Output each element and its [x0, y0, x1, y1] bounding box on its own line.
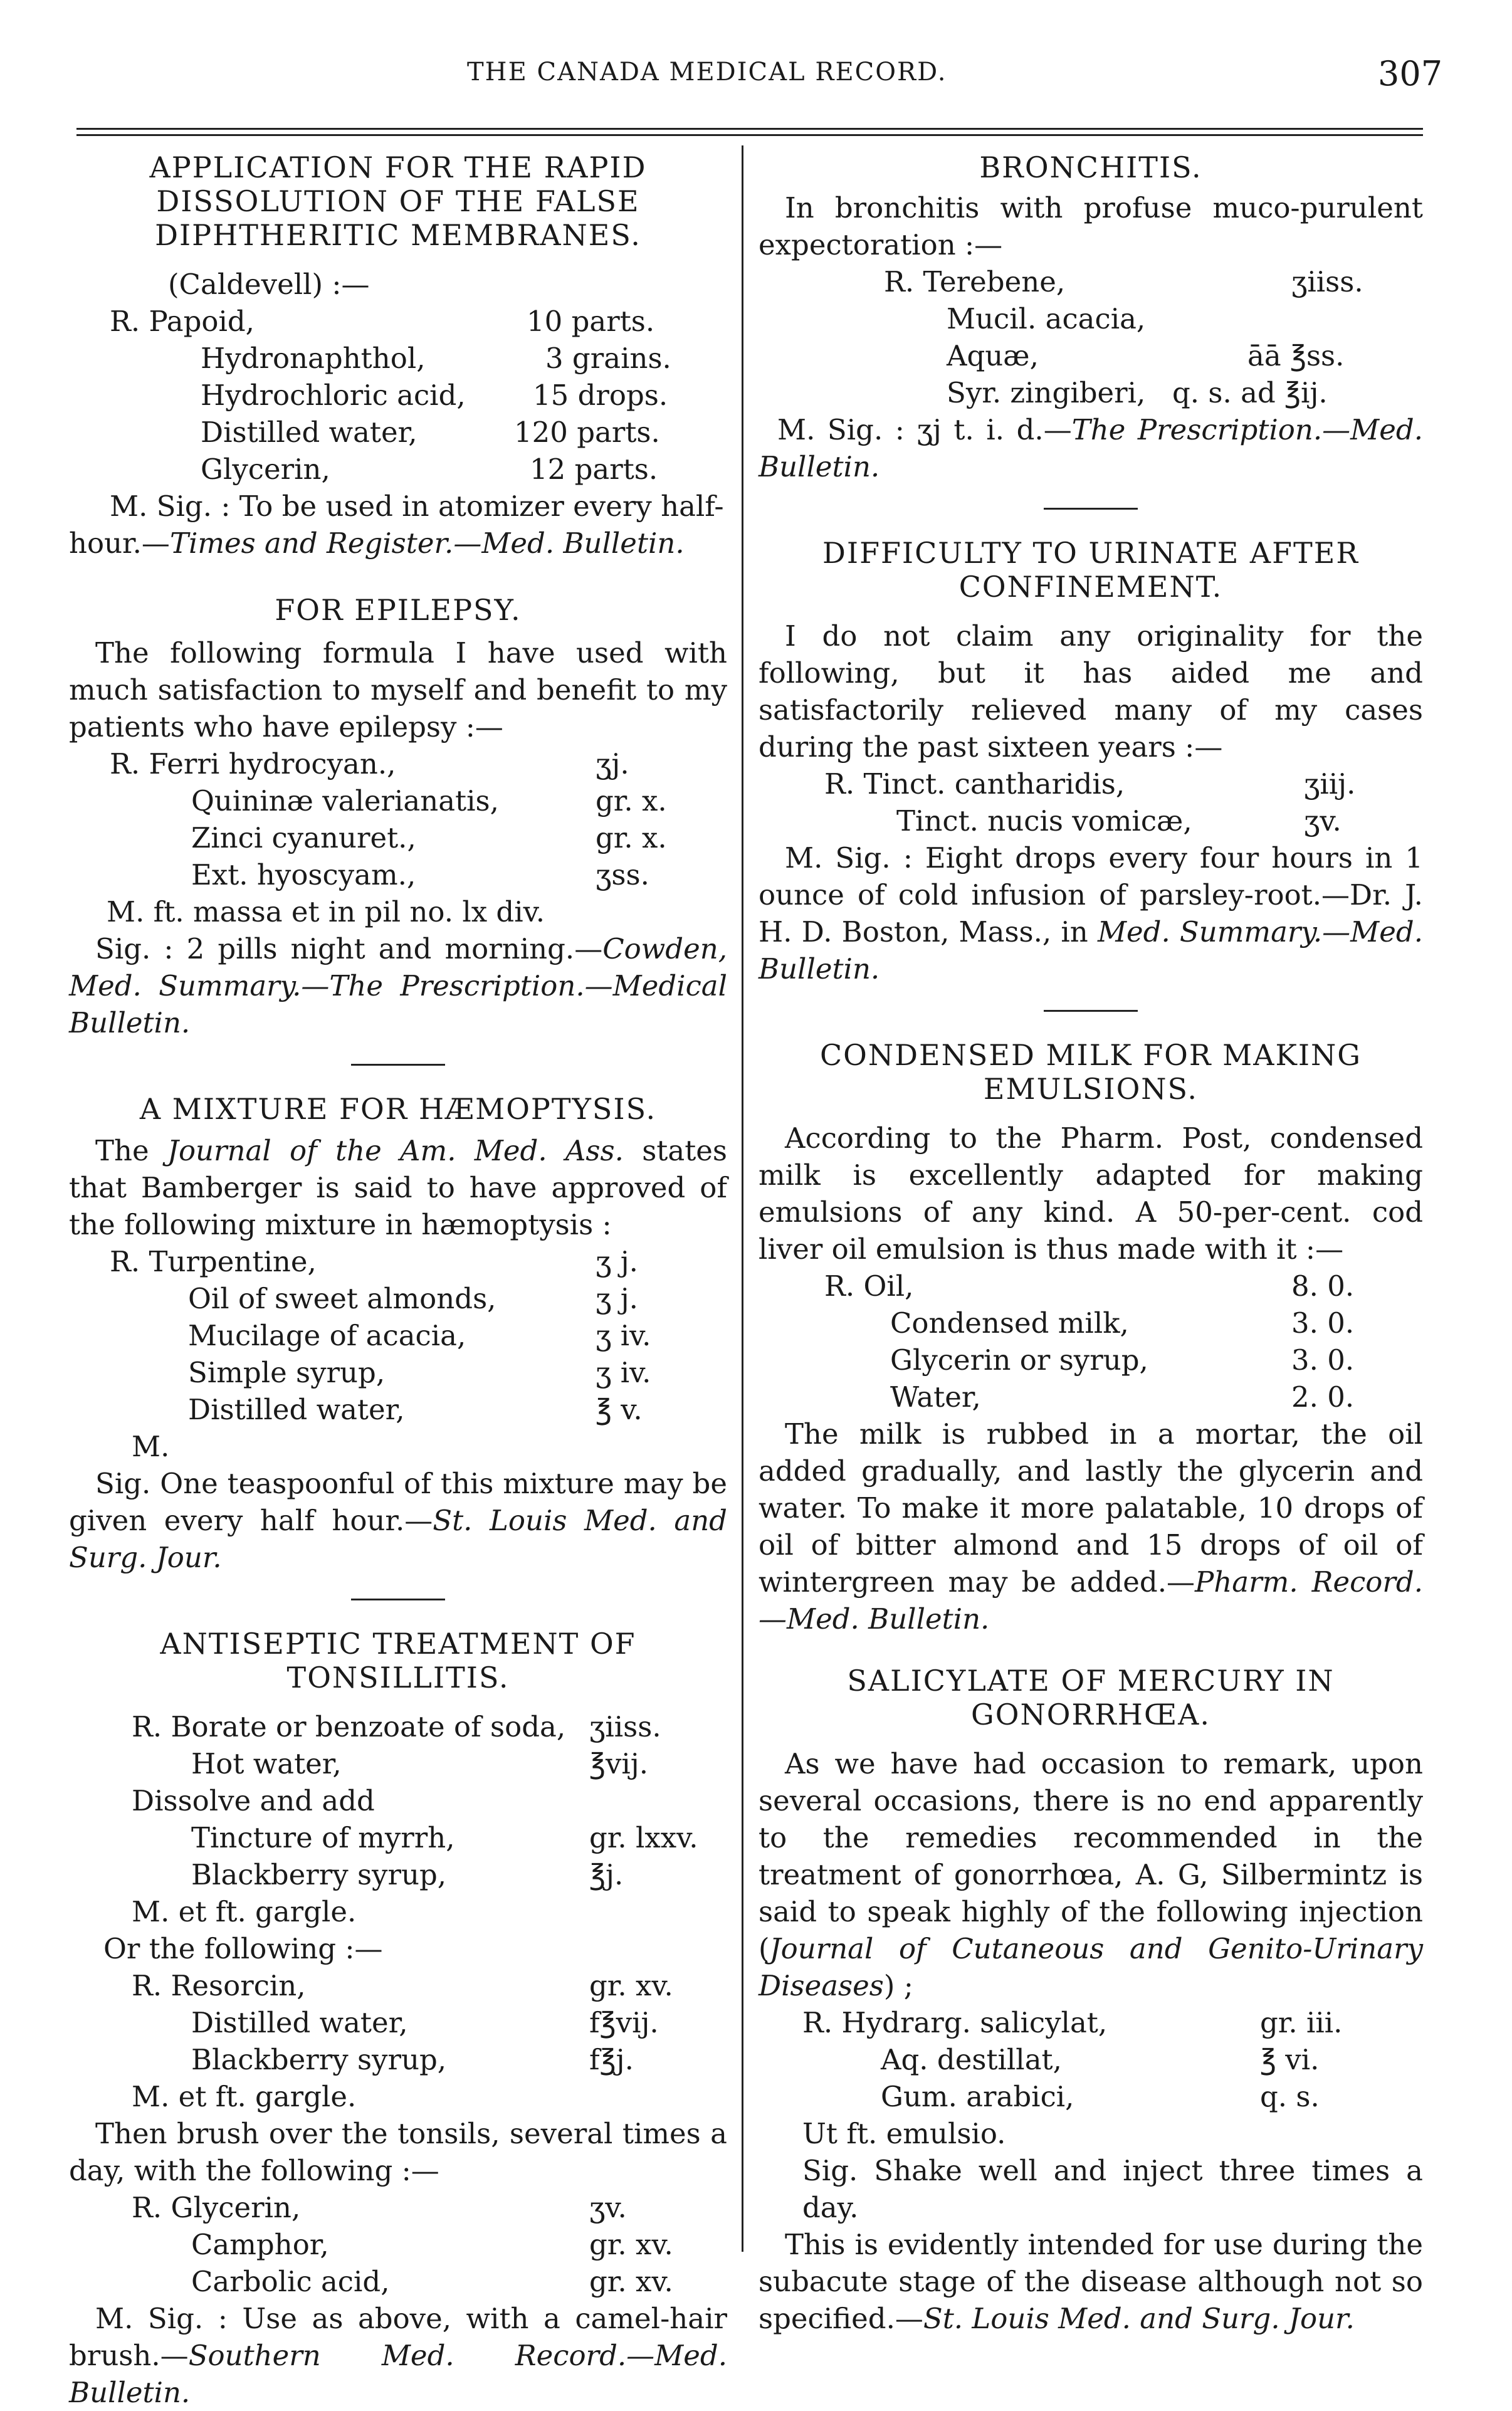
article-intro: The Journal of the Am. Med. Ass. states that Bamberger is said to have approved of the following mixture in hæmoptysis :: [69, 1134, 728, 1241]
article-intro: As we have had occasion to remark, upon several occasions, there is no end apparently to the remedies recommended in the treatment of gonorrhœa, A. G, Silbermintz is said to speak highly of the following injection (Journal of Cutaneous and Genito-Urinary Diseases) ;: [759, 1747, 1423, 2002]
article-title: DIPHTHERITIC MEMBRANES.: [155, 218, 641, 252]
page-number: 307: [1378, 54, 1443, 93]
rx-line: Mucilage of acacia, ʒ iv.: [188, 1319, 651, 1352]
source-line: hour.—Times and Register.—Med. Bulletin.: [69, 527, 685, 560]
rx-line: Quininæ valerianatis, gr. x.: [191, 784, 667, 817]
rx-line: R. Tinct. cantharidis, ʒiij.: [824, 767, 1356, 801]
rx-line: Zinci cyanuret., gr. x.: [191, 821, 667, 854]
rx-line: Distilled water, 120 parts.: [201, 416, 660, 449]
sig-line: M. Sig. : To be used in atomizer every half-: [110, 490, 724, 523]
section-separator: [351, 1599, 445, 1600]
article-salicylate: [759, 1664, 1423, 2337]
rx-line: Mucil. acacia,: [947, 302, 1146, 335]
rx-line: Simple syrup, ʒ iv.: [188, 1356, 651, 1389]
rx-line: Hydronaphthol, 3 grains.: [201, 342, 671, 375]
rx-line: R. Ferri hydrocyan., ʒj.: [110, 747, 629, 780]
article-title: TONSILLITIS.: [286, 1661, 510, 1694]
article-title: DIFFICULTY TO URINATE AFTER: [822, 536, 1359, 570]
header-rule-top: [76, 128, 1423, 130]
journal-title: THE CANADA MEDICAL RECORD.: [467, 58, 947, 87]
m-line: M. et ft. gargle.: [132, 1895, 357, 1928]
article-false-membranes: [69, 150, 727, 562]
sig-source: Sig. : 2 pills night and morning.—Cowden, Med. Summary.—The Prescription.—Medical Bulletin.: [69, 932, 727, 1039]
article-intro: In bronchitis with profuse muco-purulent expectoration :—: [759, 191, 1423, 261]
rx-line: Condensed milk, 3. 0.: [890, 1306, 1355, 1340]
rx-line: Tinct. nucis vomicæ, ʒv.: [896, 804, 1341, 838]
rx-line: R. Turpentine, ʒ j.: [110, 1245, 638, 1278]
sig-source: M. Sig. : ʒj t. i. d.—The Prescription.—Med. Bulletin.: [759, 413, 1423, 483]
article-title: DISSOLUTION OF THE FALSE: [156, 184, 640, 218]
rx-line: R. Resorcin, gr. xv.: [132, 1969, 673, 2002]
m-line: M.: [132, 1430, 170, 1463]
author-line: (Caldevell) :—: [168, 268, 370, 301]
rx-line: Aquæ, āā ℥ss.: [947, 339, 1345, 372]
ut-line: Ut ft. emulsio.: [802, 2117, 1006, 2150]
rx-line: Gum. arabici, q. s.: [881, 2080, 1320, 2113]
rx-line: R. Hydrarg. salicylat, gr. iii.: [802, 2006, 1343, 2039]
instruction-line: Dissolve and add: [132, 1784, 375, 1817]
instruction-paragraph: Then brush over the tonsils, several times a day, with the following :—: [69, 2117, 727, 2187]
sig-source: M. Sig. : Eight drops every four hours in 1 ounce of cold infusion of parsley-root.—Dr. J. H. D. Boston, Mass., in Med. Summary.—Med. Bulletin.: [759, 841, 1423, 985]
article-intro: I do not claim any originality for the following, but it has aided me and satisfactorily relieved many of my cases during the past sixteen years :—: [759, 619, 1423, 764]
rx-line: Aq. destillat, ℥ vi.: [881, 2043, 1320, 2076]
rx-line: Ext. hyoscyam., ʒss.: [191, 858, 649, 891]
sig-line: Sig. Shake well and inject three times a day.: [802, 2154, 1423, 2224]
article-bronchitis: [759, 150, 1423, 485]
article-title: FOR EPILEPSY.: [275, 593, 522, 627]
rx-line: Tincture of myrrh, gr. lxxv.: [191, 1821, 698, 1854]
article-urinate: [759, 536, 1423, 987]
article-title: SALICYLATE OF MERCURY IN: [847, 1664, 1335, 1698]
rx-line: Distilled water, f℥vij.: [191, 2006, 659, 2039]
article-title: CONDENSED MILK FOR MAKING: [819, 1038, 1362, 1072]
column-divider: [742, 145, 743, 2252]
left-column: [69, 150, 727, 2411]
article-epilepsy: [69, 593, 727, 1041]
article-title: APPLICATION FOR THE RAPID: [149, 150, 647, 184]
rx-line: R. Papoid, 10 parts.: [110, 305, 655, 338]
article-title: EMULSIONS.: [983, 1072, 1199, 1106]
section-separator: [1044, 1010, 1138, 1012]
article-title: CONFINEMENT.: [958, 570, 1223, 604]
rx-line: Glycerin or syrup, 3. 0.: [890, 1343, 1355, 1377]
m-line: M. et ft. gargle.: [132, 2080, 357, 2113]
m-line: M. ft. massa et in pil no. lx div.: [107, 895, 545, 928]
rx-line: R. Terebene, ʒiiss.: [884, 265, 1363, 298]
article-condensed-milk: [759, 1038, 1423, 1637]
article-haemoptysis: [69, 1092, 727, 1576]
rx-line: R. Oil, 8. 0.: [824, 1269, 1355, 1303]
article-title: GONORRHŒA.: [971, 1698, 1210, 1731]
rx-line: Camphor, gr. xv.: [191, 2228, 673, 2261]
rx-line: Glycerin, 12 parts.: [201, 453, 658, 486]
article-intro: According to the Pharm. Post, condensed milk is excellently adapted for making emulsions of any kind. A 50-per-cent. cod liver oil emulsion is thus made with it :—: [759, 1121, 1423, 1266]
rx-line: Blackberry syrup, ℥j.: [191, 1858, 624, 1891]
sig-source: M. Sig. : Use as above, with a camel-hair brush.—Southern Med. Record.—Med. Bulletin.: [69, 2302, 727, 2409]
rx-line: Blackberry syrup, f℥j.: [191, 2043, 634, 2076]
rx-line: R. Glycerin, ʒv.: [132, 2191, 627, 2224]
right-column: [759, 150, 1423, 2337]
rx-line: Carbolic acid, gr. xv.: [191, 2265, 673, 2298]
sig-source: Sig. One teaspoonful of this mixture may be given every half hour.—St. Louis Med. and Surg. Jour.: [69, 1467, 727, 1574]
article-intro: The following formula I have used with much satisfaction to myself and benefit to my patients who have epilepsy :—: [69, 636, 727, 743]
header-rule-bottom: [76, 134, 1423, 136]
section-separator: [1044, 508, 1138, 510]
rx-line: Distilled water, ℥ v.: [188, 1393, 643, 1426]
rx-line: R. Borate or benzoate of soda, ʒiiss.: [132, 1710, 661, 1743]
rx-line: Water, 2. 0.: [890, 1380, 1355, 1414]
article-body: The milk is rubbed in a mortar, the oil added gradually, and lastly the glycerin and water. To make it more palatable, 10 drops of oil of bitter almond and 15 drops of oil of wintergreen may be added.—Pharm. Record.—Med. Bulletin.: [759, 1417, 1423, 1636]
article-tonsillitis: [69, 1627, 727, 2411]
article-body: This is evidently intended for use during the subacute stage of the disease although not so specified.—St. Louis Med. and Surg. Jour.: [759, 2228, 1423, 2335]
rx-line: Hot water, ℥vij.: [191, 1747, 649, 1780]
running-header: [0, 54, 1512, 108]
rx-line: Oil of sweet almonds, ʒ j.: [188, 1282, 638, 1315]
section-separator: [351, 1064, 445, 1066]
article-title: A MIXTURE FOR HÆMOPTYSIS.: [139, 1092, 657, 1126]
rx-line: Syr. zingiberi, q. s. ad ℥ij.: [947, 376, 1328, 409]
article-title: BRONCHITIS.: [979, 150, 1202, 184]
article-title: ANTISEPTIC TREATMENT OF: [160, 1627, 636, 1661]
instruction-line: Or the following :—: [103, 1932, 383, 1965]
rx-line: Hydrochloric acid, 15 drops.: [201, 379, 668, 412]
